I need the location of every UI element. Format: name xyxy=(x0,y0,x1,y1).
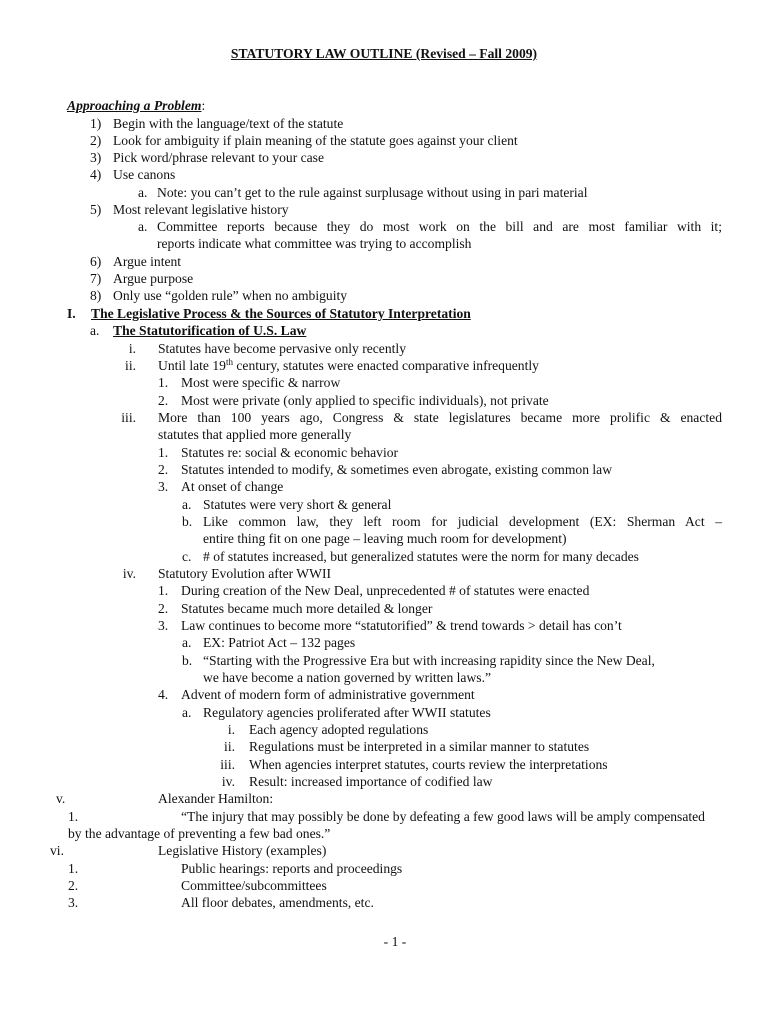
list-item-continued: reports indicate what committee was trying to accomplish xyxy=(157,236,472,251)
section-number: I. xyxy=(67,306,76,321)
list-item: Regulatory agencies proliferated after WWII statutes xyxy=(203,705,491,720)
list-item: Statutory Evolution after WWII xyxy=(158,566,332,581)
list-item: All floor debates, amendments, etc. xyxy=(181,895,374,910)
list-marker: b. xyxy=(182,653,193,668)
quote-text-continued: by the advantage of preventing a few bad ones.” xyxy=(68,826,331,841)
list-marker: 4. xyxy=(158,687,169,702)
list-marker: 1. xyxy=(68,861,79,876)
list-item: Statutes became much more detailed & longer xyxy=(181,601,433,616)
list-item: Statutes were very short & general xyxy=(203,497,392,512)
list-item: Note: you can’t get to the rule against surplusage without using in pari material xyxy=(157,185,588,200)
list-marker: v. xyxy=(56,791,66,806)
list-marker: 2) xyxy=(90,133,102,148)
superscript: th xyxy=(225,357,233,367)
list-item: Committee/subcommittees xyxy=(181,878,327,893)
list-marker: 1. xyxy=(158,583,169,598)
list-item-text: Until late 19 xyxy=(158,358,226,373)
list-marker: 3. xyxy=(158,618,169,633)
page-number: - 1 - xyxy=(383,934,407,949)
subsection-marker: a. xyxy=(90,323,100,338)
list-item: # of statutes increased, but generalized statutes were the norm for many decades xyxy=(203,549,639,564)
list-marker: c. xyxy=(182,549,192,564)
list-item: Most were specific & narrow xyxy=(181,375,341,390)
list-item: EX: Patriot Act – 132 pages xyxy=(203,635,356,650)
list-item: Alexander Hamilton: xyxy=(158,791,274,806)
list-marker: iii. xyxy=(121,410,136,425)
list-item: Law continues to become more “statutorified” & trend towards > detail has con’t xyxy=(181,618,622,633)
list-item: Statutes have become pervasive only recently xyxy=(158,341,406,356)
list-marker: a. xyxy=(182,635,192,650)
list-marker: 3. xyxy=(68,895,79,910)
list-item: Use canons xyxy=(113,167,176,182)
list-marker: a. xyxy=(138,219,148,234)
list-marker: a. xyxy=(182,497,192,512)
list-item: Argue purpose xyxy=(113,271,194,286)
list-item: Only use “golden rule” when no ambiguity xyxy=(113,288,348,303)
list-item: When agencies interpret statutes, courts review the interpretations xyxy=(249,757,608,772)
approach-heading xyxy=(67,97,205,114)
list-marker: 2. xyxy=(158,462,169,477)
list-item: Public hearings: reports and proceedings xyxy=(181,861,403,876)
list-item-continued: statutes that applied more generally xyxy=(158,427,352,442)
list-item: Committee reports because they do most work on the bill and are most familiar with it; xyxy=(157,219,722,234)
list-item: Each agency adopted regulations xyxy=(249,722,429,737)
list-item-text: century, statutes were enacted comparative infrequently xyxy=(232,358,539,373)
list-item: Regulations must be interpreted in a similar manner to statutes xyxy=(249,739,590,754)
list-item: At onset of change xyxy=(181,479,284,494)
list-marker: a. xyxy=(138,185,148,200)
list-marker: 6) xyxy=(90,254,102,269)
list-marker: ii. xyxy=(224,739,235,754)
list-marker: 1. xyxy=(158,445,169,460)
list-item: Like common law, they left room for judicial development (EX: Sherman Act – xyxy=(203,514,722,529)
list-item: Statutes intended to modify, & sometimes even abrogate, existing common law xyxy=(181,462,613,477)
list-marker: i. xyxy=(227,722,235,737)
subsection-heading: The Statutorification of U.S. Law xyxy=(113,323,307,338)
list-marker: 3) xyxy=(90,150,102,165)
list-marker: 2. xyxy=(158,393,169,408)
list-marker: vi. xyxy=(50,843,64,858)
list-item: Legislative History (examples) xyxy=(158,843,327,858)
list-marker: 2. xyxy=(68,878,79,893)
list-item xyxy=(158,357,539,374)
list-item: More than 100 years ago, Congress & state legislatures became more prolific & enacted xyxy=(158,410,722,425)
list-item-continued: we have become a nation governed by written laws.” xyxy=(203,670,492,685)
list-item-continued: entire thing fit on one page – leaving much room for development) xyxy=(203,531,567,546)
list-item: During creation of the New Deal, unprecedented # of statutes were enacted xyxy=(181,583,590,598)
list-marker: i. xyxy=(128,341,136,356)
list-item: Statutes re: social & economic behavior xyxy=(181,445,399,460)
list-marker: 2. xyxy=(158,601,169,616)
approach-heading-colon: : xyxy=(201,98,206,113)
list-item: Advent of modern form of administrative government xyxy=(181,687,475,702)
list-item: Argue intent xyxy=(113,254,182,269)
list-marker: ii. xyxy=(125,358,136,373)
list-marker: 5) xyxy=(90,202,102,217)
list-marker: 7) xyxy=(90,271,102,286)
list-item: Begin with the language/text of the statute xyxy=(113,116,344,131)
list-item: “Starting with the Progressive Era but with increasing rapidity since the New Deal, xyxy=(203,653,655,668)
list-item: Pick word/phrase relevant to your case xyxy=(113,150,325,165)
approach-heading-text: Approaching a Problem xyxy=(67,98,202,113)
list-marker: 1. xyxy=(68,809,79,824)
page-title: STATUTORY LAW OUTLINE (Revised – Fall 2009) xyxy=(230,46,538,61)
list-item: Most relevant legislative history xyxy=(113,202,289,217)
list-marker: iii. xyxy=(220,757,235,772)
list-marker: 3. xyxy=(158,479,169,494)
list-marker: a. xyxy=(182,705,192,720)
list-marker: 4) xyxy=(90,167,102,182)
list-marker: iv. xyxy=(221,774,235,789)
list-marker: 8) xyxy=(90,288,102,303)
list-item: Look for ambiguity if plain meaning of the statute goes against your client xyxy=(113,133,518,148)
quote-text: “The injury that may possibly be done by defeating a few good laws will be amply compensated xyxy=(181,809,705,824)
list-item: Most were private (only applied to specific individuals), not private xyxy=(181,393,549,408)
list-marker: b. xyxy=(182,514,193,529)
section-heading: The Legislative Process & the Sources of Statutory Interpretation xyxy=(91,306,471,321)
list-marker: 1) xyxy=(90,116,102,131)
list-item: Result: increased importance of codified law xyxy=(249,774,493,789)
list-marker: iv. xyxy=(122,566,136,581)
list-marker: 1. xyxy=(158,375,169,390)
